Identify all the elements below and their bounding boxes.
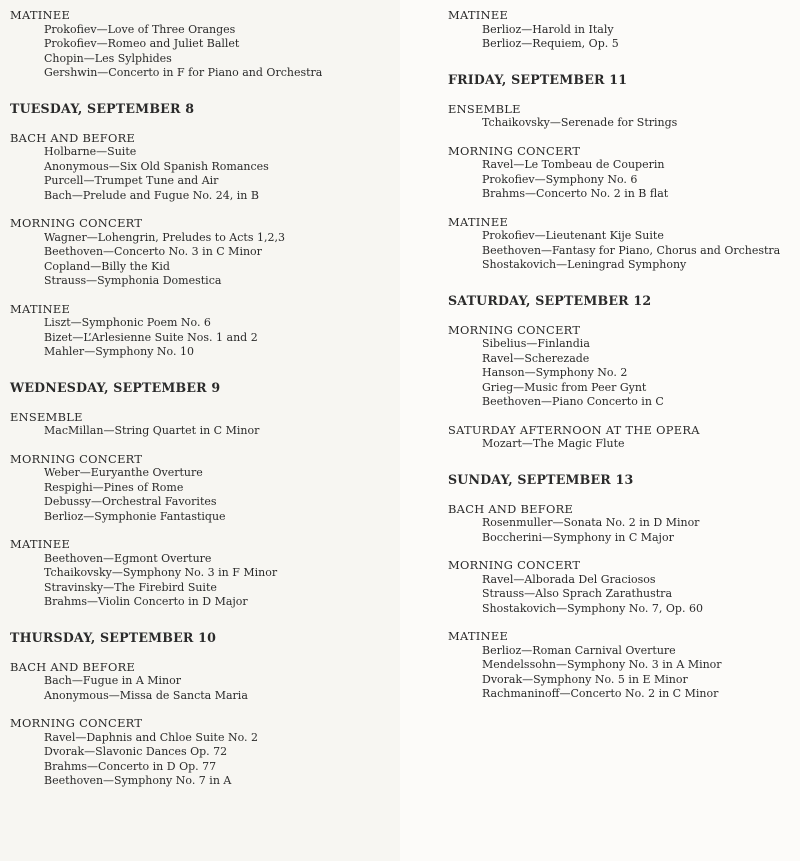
program-item: Tchaikovsky—Serenade for Strings <box>482 116 678 129</box>
section-title: MATINEE <box>10 301 71 316</box>
program-list <box>10 316 395 360</box>
program-item: Chopin—Les Sylphides <box>44 51 172 65</box>
program-item: Prokofiev—Lieutenant Kije Suite <box>482 229 664 242</box>
program-item: Mozart—The Magic Flute <box>482 437 625 450</box>
spacer <box>10 117 395 131</box>
program-section <box>448 8 793 52</box>
spacer <box>448 488 793 502</box>
program-item: Berlioz—Roman Carnival Overture <box>482 643 676 657</box>
program-item: Liszt—Symphonic Poem No. 6 <box>44 316 211 329</box>
program-item: MacMillan—String Quartet in C Minor <box>44 424 260 437</box>
program-section <box>10 131 395 204</box>
program-item: Copland—Billy the Kid <box>44 259 170 273</box>
program-section <box>10 8 395 81</box>
program-item: Beethoven—Piano Concerto in C <box>482 395 664 408</box>
program-list <box>448 158 793 202</box>
spacer <box>10 703 395 716</box>
program-item: Debussy—Orchestral Favorites <box>44 495 217 508</box>
program-list <box>448 573 793 617</box>
program-item: Strauss—Symphonia Domestica <box>44 274 222 287</box>
spacer <box>10 396 395 410</box>
program-item: Tchaikovsky—Symphony No. 3 in F Minor <box>44 566 278 579</box>
program-list <box>448 116 793 131</box>
program-list <box>448 437 793 452</box>
program-item: Hanson—Symphony No. 2 <box>482 366 628 379</box>
program-item: Bach—Prelude and Fugue No. 24, in B <box>44 188 259 202</box>
spacer <box>448 202 793 215</box>
section-title: MORNING CONCERT <box>10 216 143 230</box>
program-list <box>10 731 395 789</box>
program-item: Bizet—L’Arlesienne Suite Nos. 1 and 2 <box>44 330 258 344</box>
program-item: Ravel—Scherezade <box>482 351 590 365</box>
program-item: Boccherini—Symphony in C Major <box>482 530 674 544</box>
spacer <box>10 289 395 302</box>
program-section <box>448 423 793 452</box>
program-item: Bach—Fugue in A Minor <box>44 674 182 687</box>
program-item: Prokofiev—Love of Three Oranges <box>44 22 236 36</box>
program-item: Berlioz—Harold in Italy <box>482 22 614 36</box>
section-title: MATINEE <box>10 8 71 22</box>
program-item: Ravel—Le Tombeau de Couperin <box>482 158 665 171</box>
section-title: BACH AND BEFORE <box>10 130 136 145</box>
section-title: MATINEE <box>448 629 509 643</box>
program-list <box>448 644 793 702</box>
program-item: Gershwin—Concerto in F for Piano and Orchestra <box>44 66 323 79</box>
day-heading-friday-september-11: FRIDAY, SEPTEMBER 11 <box>448 71 628 87</box>
section-title: MATINEE <box>448 214 509 229</box>
program-section <box>448 629 793 702</box>
program-item: Weber—Euryanthe Overture <box>44 466 203 479</box>
section-title: BACH AND BEFORE <box>448 501 574 516</box>
right-program-column <box>448 8 793 702</box>
program-item: Beethoven—Symphony No. 7 in A <box>44 774 232 787</box>
program-item: Mendelssohn—Symphony No. 3 in A Minor <box>482 658 722 671</box>
spacer <box>448 88 793 102</box>
section-title: ENSEMBLE <box>448 101 521 116</box>
section-title: MORNING CONCERT <box>10 451 143 466</box>
program-section <box>448 215 793 273</box>
spacer <box>448 452 793 472</box>
program-item: Dvorak—Slavonic Dances Op. 72 <box>44 745 228 758</box>
program-item: Beethoven—Concerto No. 3 in C Minor <box>44 245 262 258</box>
program-section <box>448 144 793 202</box>
program-item: Rosenmuller—Sonata No. 2 in D Minor <box>482 516 700 529</box>
program-section <box>10 302 395 360</box>
program-section <box>448 102 793 131</box>
program-item: Holbarne—Suite <box>44 145 137 158</box>
program-item: Brahms—Concerto No. 2 in B flat <box>482 187 669 200</box>
program-list <box>10 424 395 439</box>
program-item: Mahler—Symphony No. 10 <box>44 345 194 358</box>
program-item: Ravel—Daphnis and Chloe Suite No. 2 <box>44 730 259 744</box>
left-program-column <box>10 8 395 789</box>
program-item: Beethoven—Fantasy for Piano, Chorus and Orchestra <box>482 243 781 257</box>
program-list <box>448 229 793 273</box>
section-title: BACH AND BEFORE <box>10 659 136 674</box>
day-heading-tuesday-september-8: TUESDAY, SEPTEMBER 8 <box>10 100 195 116</box>
section-title: SATURDAY AFTERNOON AT THE OPERA <box>448 422 700 437</box>
program-item: Anonymous—Missa de Sancta Maria <box>44 688 248 702</box>
spacer <box>448 309 793 323</box>
section-title: MORNING CONCERT <box>448 143 581 158</box>
section-title: MORNING CONCERT <box>10 716 143 730</box>
section-title: MATINEE <box>448 8 509 22</box>
section-title: MATINEE <box>10 537 71 551</box>
spacer <box>448 273 793 293</box>
program-section <box>10 216 395 289</box>
program-item: Prokofiev—Romeo and Juliet Ballet <box>44 37 240 50</box>
spacer <box>448 616 793 629</box>
program-item: Anonymous—Six Old Spanish Romances <box>44 159 269 173</box>
right-page <box>400 0 800 861</box>
spacer <box>448 52 793 72</box>
program-item: Grieg—Music from Peer Gynt <box>482 380 647 394</box>
spacer <box>10 439 395 452</box>
program-item: Beethoven—Egmont Overture <box>44 551 212 565</box>
day-heading-sunday-september-13: SUNDAY, SEPTEMBER 13 <box>448 471 634 487</box>
spacer <box>10 524 395 537</box>
program-section <box>448 558 793 616</box>
program-section <box>10 537 395 610</box>
program-item: Brahms—Concerto in D Op. 77 <box>44 759 217 773</box>
program-list <box>448 23 793 52</box>
spacer <box>10 646 395 660</box>
day-heading-saturday-september-12: SATURDAY, SEPTEMBER 12 <box>448 292 652 308</box>
program-item: Stravinsky—The Firebird Suite <box>44 580 217 594</box>
program-section <box>10 716 395 789</box>
spacer <box>448 410 793 423</box>
section-title: MORNING CONCERT <box>448 558 581 572</box>
program-item: Respighi—Pines of Rome <box>44 480 184 494</box>
section-title: ENSEMBLE <box>10 409 83 424</box>
program-item: Prokofiev—Symphony No. 6 <box>482 172 638 186</box>
program-item: Dvorak—Symphony No. 5 in E Minor <box>482 672 688 686</box>
program-list <box>10 231 395 289</box>
program-section <box>10 452 395 525</box>
program-item: Shostakovich—Symphony No. 7, Op. 60 <box>482 601 703 615</box>
program-item: Strauss—Also Sprach Zarathustra <box>482 587 672 600</box>
program-list <box>448 516 793 545</box>
spacer <box>448 131 793 144</box>
program-list <box>10 674 395 703</box>
spacer <box>448 545 793 558</box>
day-heading-wednesday-september-9: WEDNESDAY, SEPTEMBER 9 <box>10 379 221 395</box>
program-item: Sibelius—Finlandia <box>482 337 590 350</box>
program-list <box>10 552 395 610</box>
spacer <box>10 360 395 380</box>
program-list <box>10 23 395 81</box>
day-heading-thursday-september-10: THURSDAY, SEPTEMBER 10 <box>10 629 217 645</box>
program-item: Rachmaninoff—Concerto No. 2 in C Minor <box>482 687 719 700</box>
program-item: Brahms—Violin Concerto in D Major <box>44 595 248 608</box>
program-section <box>10 410 395 439</box>
program-item: Berlioz—Symphonie Fantastique <box>44 509 226 523</box>
program-item: Purcell—Trumpet Tune and Air <box>44 174 219 187</box>
program-list <box>448 337 793 410</box>
program-item: Wagner—Lohengrin, Preludes to Acts 1,2,3 <box>44 230 285 244</box>
program-item: Ravel—Alborada Del Graciosos <box>482 572 656 586</box>
section-title: MORNING CONCERT <box>448 322 581 337</box>
spacer <box>10 203 395 216</box>
program-item: Berlioz—Requiem, Op. 5 <box>482 37 619 50</box>
program-list <box>10 145 395 203</box>
spacer <box>10 610 395 630</box>
program-section <box>10 660 395 704</box>
program-section <box>448 323 793 410</box>
spacer <box>10 81 395 101</box>
program-item: Shostakovich—Leningrad Symphony <box>482 258 687 271</box>
program-list <box>10 466 395 524</box>
program-section <box>448 502 793 546</box>
